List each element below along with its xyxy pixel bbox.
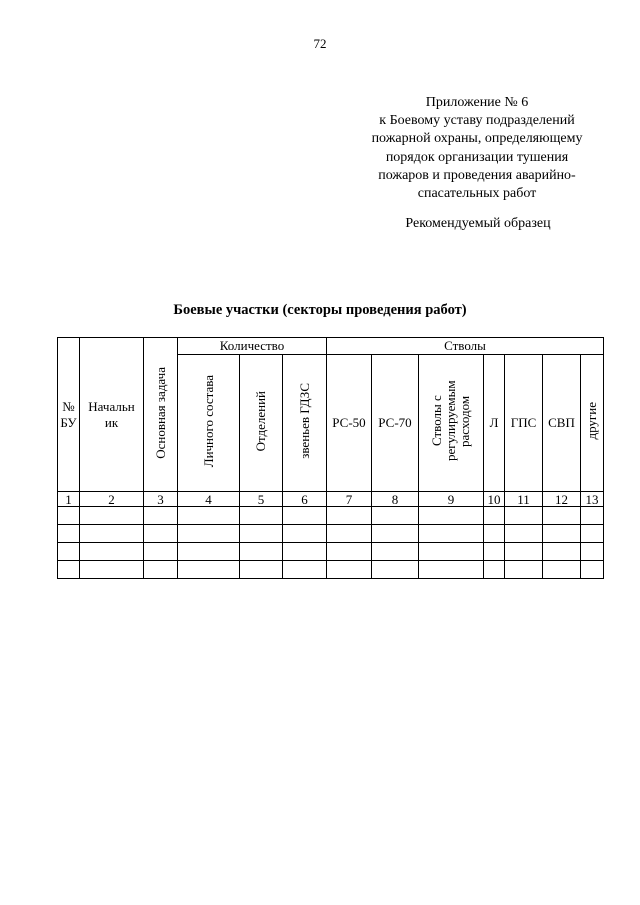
- table-cell: [372, 507, 419, 525]
- header-cell-task: [144, 338, 178, 492]
- table-cell: [581, 543, 604, 561]
- table-cell: [419, 525, 484, 543]
- table-cell: [581, 507, 604, 525]
- column-number: 1: [58, 492, 80, 507]
- header-units: Отделений: [253, 390, 268, 452]
- table-cell: [327, 543, 372, 561]
- header-l: Л: [489, 415, 499, 430]
- table-cell: [581, 561, 604, 579]
- table-cell: [484, 525, 505, 543]
- column-number: 4: [178, 492, 240, 507]
- column-number: 9: [419, 492, 484, 507]
- header-cell-gps: [505, 355, 543, 492]
- header-cell-personnel: [178, 355, 240, 492]
- table-cell: [505, 543, 543, 561]
- empty-rows: [58, 507, 604, 579]
- table-cell: [240, 561, 283, 579]
- table-cell: [240, 525, 283, 543]
- column-number: 3: [144, 492, 178, 507]
- table-cell: [505, 507, 543, 525]
- table-cell: [372, 561, 419, 579]
- header-group-barrels: Стволы: [327, 338, 604, 355]
- header-cell-bu: [58, 338, 80, 492]
- table-cell: [58, 525, 80, 543]
- header-adjustable: Стволы с регулируемым расходом: [429, 380, 472, 462]
- table-cell: [80, 543, 144, 561]
- header-bu-line2: БУ: [60, 414, 77, 430]
- table-cell: [484, 561, 505, 579]
- table-cell: [372, 525, 419, 543]
- table-cell: [178, 525, 240, 543]
- column-number: 12: [543, 492, 581, 507]
- column-number: 8: [372, 492, 419, 507]
- table-cell: [58, 561, 80, 579]
- table-cell: [505, 525, 543, 543]
- table-cell: [543, 561, 581, 579]
- table-cell: [543, 507, 581, 525]
- table-cell: [80, 507, 144, 525]
- table-cell: [144, 561, 178, 579]
- table-cell: [178, 543, 240, 561]
- column-number: 6: [283, 492, 327, 507]
- table-row: [58, 543, 604, 561]
- table-cell: [327, 525, 372, 543]
- header-other: другие: [584, 402, 599, 440]
- table-cell: [372, 543, 419, 561]
- table-cell: [283, 525, 327, 543]
- table-cell: [58, 543, 80, 561]
- header-gps: ГПС: [510, 415, 537, 430]
- header-svp: СВП: [548, 415, 575, 430]
- appendix-line: спасательных работ: [417, 186, 537, 202]
- header-cell-units: [240, 355, 283, 492]
- header-cell-rs50: [327, 355, 372, 492]
- header-group-quantity: Количество: [178, 338, 327, 355]
- header-cell-adjustable: [419, 355, 484, 492]
- header-chief-line2: ик: [104, 414, 119, 430]
- table-cell: [327, 507, 372, 525]
- table-cell: [484, 507, 505, 525]
- header-task: Основная задача: [152, 366, 168, 459]
- page-number: 72: [313, 36, 327, 51]
- header-rs50: РС-50: [332, 415, 366, 430]
- table-cell: [283, 561, 327, 579]
- table-cell: [144, 507, 178, 525]
- table-cell: [80, 525, 144, 543]
- table-cell: [327, 561, 372, 579]
- column-number: 11: [505, 492, 543, 507]
- table-cell: [543, 543, 581, 561]
- header-bu-line1: №: [62, 398, 75, 414]
- column-number: 5: [240, 492, 283, 507]
- table-cell: [144, 525, 178, 543]
- appendix-line: к Боевому уставу подразделений: [379, 113, 575, 129]
- table-row: [58, 525, 604, 543]
- column-number: 10: [484, 492, 505, 507]
- table-cell: [419, 507, 484, 525]
- column-number: 13: [581, 492, 604, 507]
- appendix-line: Приложение № 6: [425, 95, 529, 110]
- header-gdzs: звеньев ГДЗС: [296, 383, 312, 459]
- column-numbers-row: [58, 492, 604, 507]
- table-cell: [240, 543, 283, 561]
- appendix-header: [346, 94, 608, 203]
- header-cell-rs70: [372, 355, 419, 492]
- appendix-line: пожарной охраны, определяющему: [371, 131, 583, 147]
- table-cell: [178, 507, 240, 525]
- header-cell-l: [484, 355, 505, 492]
- table-cell: [581, 525, 604, 543]
- header-chief-line1: Начальн: [88, 398, 135, 414]
- header-group-row: [58, 338, 604, 355]
- table-cell: [80, 561, 144, 579]
- table-cell: [505, 561, 543, 579]
- table-title: Боевые участки (секторы проведения работ): [173, 302, 467, 318]
- column-number: 2: [80, 492, 144, 507]
- appendix-line: пожаров и проведения аварийно-: [378, 167, 576, 183]
- table-cell: [419, 543, 484, 561]
- table-cell: [144, 543, 178, 561]
- table-row: [58, 561, 604, 579]
- appendix-line: порядок организации тушения: [385, 149, 569, 165]
- column-number: 7: [327, 492, 372, 507]
- table-cell: [484, 543, 505, 561]
- table-cell: [419, 561, 484, 579]
- table-cell: [283, 507, 327, 525]
- table-cell: [240, 507, 283, 525]
- table-row: [58, 507, 604, 525]
- combat-sectors-table: [57, 337, 604, 579]
- table-cell: [178, 561, 240, 579]
- header-cell-svp: [543, 355, 581, 492]
- header-cell-other: [581, 355, 604, 492]
- table-cell: [283, 543, 327, 561]
- recommended-sample-label: Рекомендуемый образец: [405, 216, 551, 231]
- header-rs70: РС-70: [378, 415, 412, 430]
- header-personnel: Личного состава: [200, 374, 216, 468]
- table-cell: [58, 507, 80, 525]
- table-cell: [543, 525, 581, 543]
- header-cell-chief: [80, 338, 144, 492]
- header-cell-gdzs: [283, 355, 327, 492]
